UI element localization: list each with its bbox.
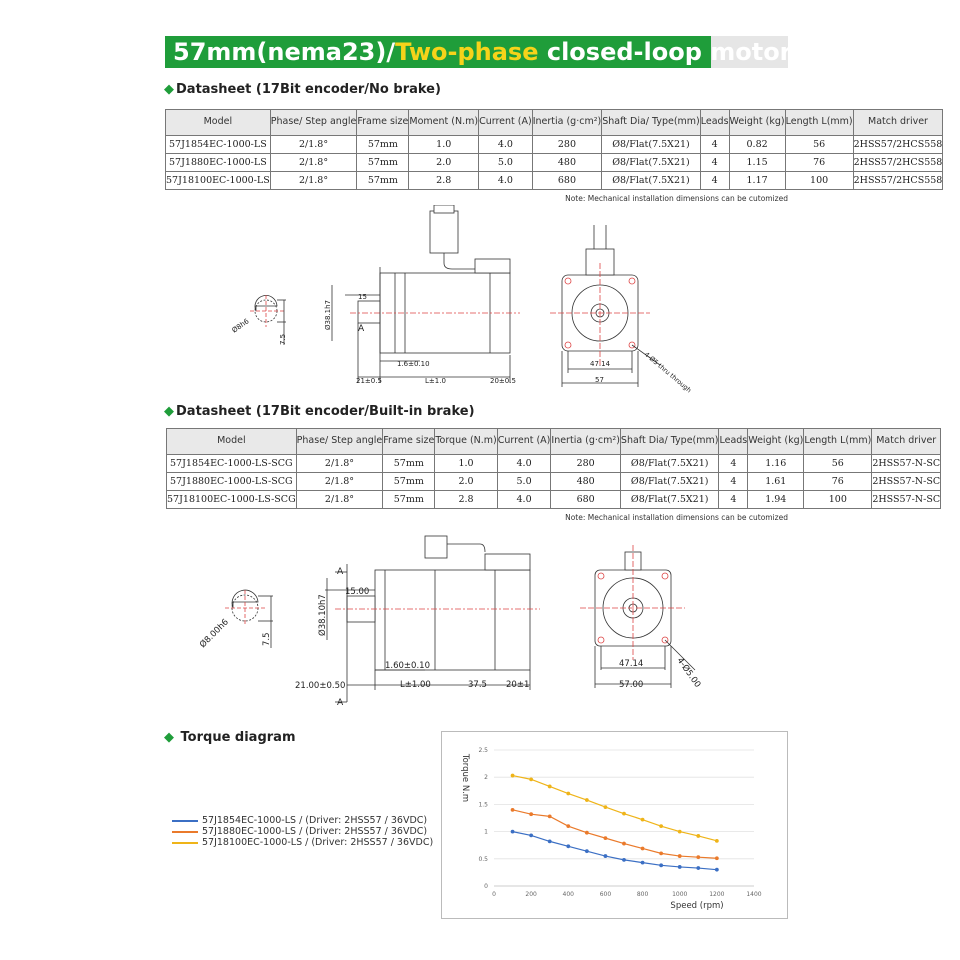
table-cell: 57mm: [383, 473, 435, 491]
dim-len21: 21.00±0.50: [295, 681, 346, 691]
y-tick-label: 0.5: [478, 855, 488, 863]
dim-len375: 37.5: [468, 680, 487, 690]
data-point: [659, 824, 663, 828]
x-tick-label: 1000: [672, 891, 688, 898]
table-row: [167, 491, 941, 509]
dim-lenL: L±1.00: [400, 680, 431, 690]
table-cell: Ø8/Flat(7.5X21): [602, 172, 701, 190]
table-cell: 480: [551, 473, 621, 491]
table-cell: 100: [785, 172, 853, 190]
column-header: Inertia (g·cm²): [532, 110, 602, 136]
table-cell: 4.0: [479, 136, 533, 154]
x-tick-label: 200: [525, 891, 537, 898]
table-cell: 57J1880EC-1000-LS-SCG: [167, 473, 297, 491]
table-cell: 2HSS57/2HCS558: [853, 172, 943, 190]
legend-item-1880: [172, 826, 433, 837]
table-cell: 2/1.8°: [270, 154, 357, 172]
table-cell: 57mm: [357, 154, 409, 172]
data-point: [622, 812, 626, 816]
table-header-row: [167, 429, 941, 455]
data-point: [622, 842, 626, 846]
table-cell: 2/1.8°: [296, 491, 383, 509]
table-cell: 57mm: [357, 136, 409, 154]
table-cell: 4.0: [497, 455, 551, 473]
data-point: [604, 836, 608, 840]
data-point: [604, 854, 608, 858]
table-cell: 280: [532, 136, 602, 154]
data-point: [659, 863, 663, 867]
table-cell: 4: [700, 154, 729, 172]
data-point: [678, 865, 682, 869]
y-axis-label: Torque N.m: [460, 753, 470, 803]
table-cell: 57mm: [357, 172, 409, 190]
y-tick-label: 1.5: [478, 801, 488, 809]
table-cell: 2.0: [409, 154, 479, 172]
column-header: Leads: [719, 429, 748, 455]
dim-len16: 1.6±0.10: [397, 360, 430, 368]
data-point: [585, 831, 589, 835]
column-header: Length L(mm): [785, 110, 853, 136]
diamond-bullet-icon: ◆: [164, 82, 174, 97]
legend-item-18100: [172, 837, 433, 848]
table-cell: 1.0: [409, 136, 479, 154]
table-cell: 4: [700, 136, 729, 154]
legend-label: 57J1880EC-1000-LS / (Driver: 2HSS57 / 36VDC): [202, 826, 428, 837]
column-header: Moment (N.m): [409, 110, 479, 136]
data-point: [678, 854, 682, 858]
table-cell: 57J18100EC-1000-LS: [166, 172, 271, 190]
data-point: [566, 824, 570, 828]
table-cell: Ø8/Flat(7.5X21): [620, 455, 719, 473]
datasheet-table-built-in-brake: [166, 428, 941, 509]
legend-label: 57J18100EC-1000-LS / (Driver: 2HSS57 / 36VDC): [202, 837, 434, 848]
data-point: [511, 774, 515, 778]
column-header: Frame size: [357, 110, 409, 136]
data-point: [585, 798, 589, 802]
dim-width57: 57: [595, 376, 604, 384]
dim-flat: 7.5: [262, 632, 272, 646]
dim-len15: 15.00: [345, 587, 370, 597]
table-cell: 1.15: [729, 154, 785, 172]
section-heading-built-in-brake: [164, 404, 475, 419]
column-header: Length L(mm): [804, 429, 872, 455]
table-cell: 57J18100EC-1000-LS-SCG: [167, 491, 297, 509]
table-cell: 0.82: [729, 136, 785, 154]
section-heading-text: Torque diagram: [180, 730, 296, 745]
table-cell: 680: [532, 172, 602, 190]
column-header: Weight (kg): [748, 429, 804, 455]
data-point: [715, 856, 719, 860]
series-line: [513, 776, 717, 841]
data-point: [529, 812, 533, 816]
section-heading-torque: [164, 730, 296, 745]
title-part-size: 57mm(nema23)/: [173, 38, 396, 66]
table-cell: 2/1.8°: [270, 172, 357, 190]
data-point: [715, 868, 719, 872]
data-point: [566, 792, 570, 796]
diamond-bullet-icon: ◆: [164, 404, 174, 419]
table-cell: 2HSS57/2HCS558: [853, 154, 943, 172]
table-cell: 5.0: [479, 154, 533, 172]
table-cell: 280: [551, 455, 621, 473]
table-cell: 1.16: [748, 455, 804, 473]
data-point: [715, 839, 719, 843]
data-point: [529, 834, 533, 838]
table-cell: 2.8: [409, 172, 479, 190]
table-cell: 57J1880EC-1000-LS: [166, 154, 271, 172]
legend-item-1854: [172, 815, 433, 826]
torque-chart: [441, 731, 788, 919]
dim-flat: 7.5: [279, 333, 287, 345]
data-point: [585, 849, 589, 853]
table-cell: 100: [804, 491, 872, 509]
table-cell: Ø8/Flat(7.5X21): [620, 491, 719, 509]
table-row: [167, 473, 941, 491]
x-tick-label: 600: [599, 891, 612, 898]
legend-swatch: [172, 820, 198, 822]
section-heading-text: Datasheet (17Bit encoder/No brake): [176, 82, 441, 97]
table-cell: 2.0: [435, 473, 497, 491]
data-point: [696, 866, 700, 870]
table-cell: 4: [719, 473, 748, 491]
data-point: [548, 814, 552, 818]
dim-pilot: Ø38.1h7: [324, 300, 332, 330]
datasheet-table-no-brake: [165, 109, 943, 190]
data-point: [696, 834, 700, 838]
data-point: [511, 830, 515, 834]
dim-shaft-dia: Ø8h6: [230, 317, 251, 335]
dim-pilot: Ø38.10h7: [318, 594, 328, 636]
x-tick-label: 400: [562, 891, 575, 898]
y-tick-label: 1: [484, 828, 488, 836]
column-header: Inertia (g·cm²): [551, 429, 621, 455]
data-point: [622, 858, 626, 862]
table-cell: Ø8/Flat(7.5X21): [602, 154, 701, 172]
table-cell: 2HSS57-N-SC: [872, 491, 941, 509]
data-point: [641, 818, 645, 822]
column-header: Torque (N.m): [435, 429, 497, 455]
data-point: [566, 844, 570, 848]
data-point: [641, 861, 645, 865]
table-cell: 480: [532, 154, 602, 172]
table-cell: Ø8/Flat(7.5X21): [602, 136, 701, 154]
torque-legend: [172, 815, 433, 848]
legend-swatch: [172, 842, 198, 844]
table-cell: 2.8: [435, 491, 497, 509]
side-view: [325, 536, 540, 702]
dim-width47: 47.14: [619, 659, 644, 669]
column-header: Weight (kg): [729, 110, 785, 136]
mechanical-drawing-no-brake: [220, 205, 710, 395]
table-cell: 4: [719, 491, 748, 509]
dim-holes: 4-Ø5 thru through: [642, 350, 693, 395]
table-cell: 57mm: [383, 491, 435, 509]
x-tick-label: 1200: [709, 891, 725, 898]
data-point: [678, 830, 682, 834]
column-header: Shaft Dia/ Type(mm): [602, 110, 701, 136]
table-row: [166, 154, 943, 172]
y-tick-label: 0: [484, 883, 488, 890]
dim-len20: 20±1: [506, 680, 530, 690]
table-cell: 76: [785, 154, 853, 172]
x-tick-label: 800: [636, 891, 649, 898]
title-banner: [165, 36, 792, 68]
dim-width47: 47.14: [590, 360, 611, 368]
dim-shaft-dia: Ø8.00h6: [198, 617, 231, 651]
dim-holes: 4-Ø5.00: [674, 655, 703, 690]
column-header: Shaft Dia/ Type(mm): [620, 429, 719, 455]
table-cell: 2HSS57-N-SC: [872, 473, 941, 491]
table-cell: Ø8/Flat(7.5X21): [620, 473, 719, 491]
dim-len15: 15: [358, 293, 367, 301]
data-point: [696, 855, 700, 859]
x-tick-label: 0: [492, 891, 496, 898]
table-row: [167, 455, 941, 473]
note-table2: Note: Mechanical installation dimensions can be cutomized: [565, 513, 788, 522]
table-cell: 2HSS57/2HCS558: [853, 136, 943, 154]
page-title: [173, 37, 792, 67]
series-line: [513, 832, 717, 870]
table-cell: 5.0: [497, 473, 551, 491]
table-cell: 57J1854EC-1000-LS-SCG: [167, 455, 297, 473]
dim-width57: 57.00: [619, 680, 644, 690]
table-cell: 56: [804, 455, 872, 473]
dim-len20: 20±0.5: [490, 377, 516, 385]
table-cell: 1.94: [748, 491, 804, 509]
table-cell: 1.17: [729, 172, 785, 190]
note-table1: Note: Mechanical installation dimensions can be cutomized: [565, 194, 788, 203]
column-header: Current (A): [497, 429, 551, 455]
column-header: Model: [166, 110, 271, 136]
table-cell: 2/1.8°: [296, 455, 383, 473]
data-point: [529, 777, 533, 781]
table-cell: 4.0: [497, 491, 551, 509]
column-header: Leads: [700, 110, 729, 136]
table-row: [166, 136, 943, 154]
table-cell: 4: [700, 172, 729, 190]
table-cell: 56: [785, 136, 853, 154]
column-header: Current (A): [479, 110, 533, 136]
column-header: Phase/ Step angle: [296, 429, 383, 455]
table-cell: 2/1.8°: [270, 136, 357, 154]
column-header: Frame size: [383, 429, 435, 455]
data-point: [604, 805, 608, 809]
x-axis-label: Speed (rpm): [670, 901, 724, 911]
table-cell: 1.0: [435, 455, 497, 473]
torque-chart-svg: [442, 732, 787, 918]
table-cell: 4.0: [479, 172, 533, 190]
dim-lenL: L±1.0: [425, 377, 446, 385]
section-mark-a-bottom: A: [337, 698, 344, 708]
table-cell: 76: [804, 473, 872, 491]
data-point: [511, 808, 515, 812]
data-point: [548, 839, 552, 843]
section-heading-text: Datasheet (17Bit encoder/Built-in brake): [176, 404, 475, 419]
diamond-bullet-icon: ◆: [164, 730, 174, 745]
y-tick-label: 2: [484, 774, 488, 782]
table-cell: 2/1.8°: [296, 473, 383, 491]
table-cell: 680: [551, 491, 621, 509]
table-cell: 57J1854EC-1000-LS: [166, 136, 271, 154]
table-cell: 2HSS57-N-SC: [872, 455, 941, 473]
data-point: [659, 851, 663, 855]
section-mark-a-top: A: [337, 567, 344, 577]
legend-label: 57J1854EC-1000-LS / (Driver: 2HSS57 / 36VDC): [202, 815, 428, 826]
table-cell: 4: [719, 455, 748, 473]
title-part-highlight: Two-phase: [395, 38, 539, 66]
column-header: Model: [167, 429, 297, 455]
column-header: Match driver: [853, 110, 943, 136]
y-tick-label: 2.5: [478, 747, 488, 754]
mechanical-drawing-built-in-brake: [195, 530, 715, 715]
data-point: [641, 847, 645, 851]
table-header-row: [166, 110, 943, 136]
x-tick-label: 1400: [746, 891, 762, 898]
dim-len16: 1.60±0.10: [385, 661, 430, 671]
dim-len21: 21±0.5: [356, 377, 382, 385]
section-heading-no-brake: [164, 82, 441, 97]
column-header: Phase/ Step angle: [270, 110, 357, 136]
table-cell: 57mm: [383, 455, 435, 473]
data-point: [548, 785, 552, 789]
table-cell: 1.61: [748, 473, 804, 491]
section-mark-a: A: [358, 324, 365, 334]
legend-swatch: [172, 831, 198, 833]
title-part-motor: closed-loop motor: [538, 38, 792, 66]
column-header: Match driver: [872, 429, 941, 455]
table-row: [166, 172, 943, 190]
series-line: [513, 810, 717, 858]
